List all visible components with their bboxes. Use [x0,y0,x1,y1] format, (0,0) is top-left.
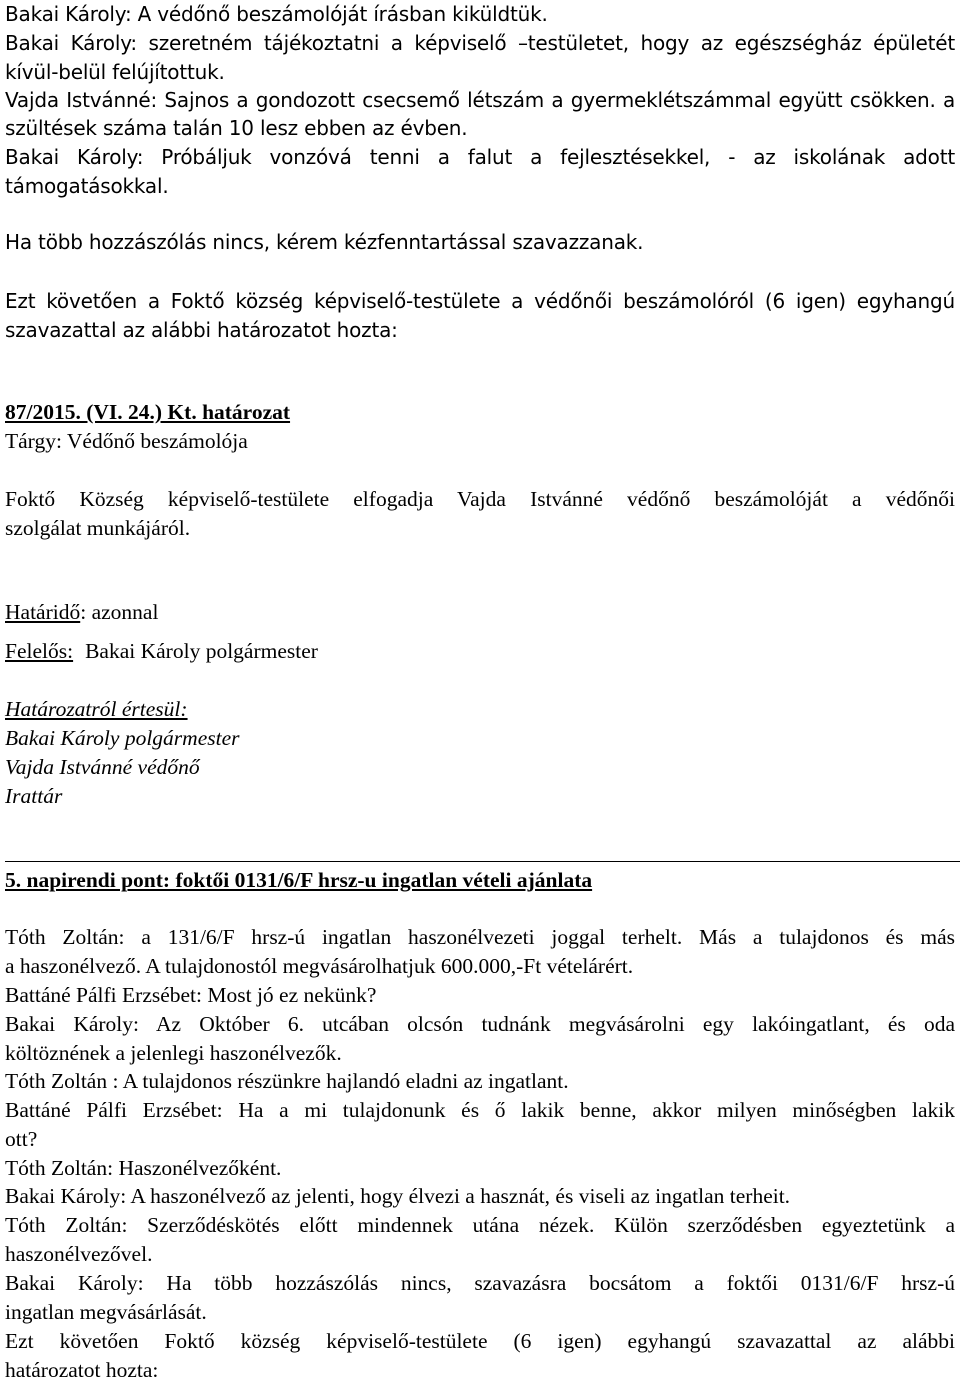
agenda-line: Bakai Károly: A haszonélvező az jelenti, hogy élvezi a hasznát, és viseli az ingatlan terheit. [5,1184,791,1208]
agenda-line: Bakai Károly: Ha több hozzászólás nincs, szavazásra bocsátom a foktői 0131/6/F hrsz-ú [5,1271,955,1295]
agenda-line: Bakai Károly: Az Október 6. utcában olcsón tudnánk megvásárolni egy lakóingatlant, és oda [5,1012,955,1036]
agenda-line: költöznének a jelenlegi haszonélvezők. [5,1041,342,1065]
agenda-line: Battáné Pálfi Erzsébet: Ha a mi tulajdonunk és ő lakik benne, akkor milyen minőségben lakik [5,1098,955,1122]
agenda-line: ingatlan megvásárlását. [5,1300,207,1324]
agenda-line: Battáné Pálfi Erzsébet: Most jó ez nekünk? [5,983,377,1007]
section-divider [5,861,960,862]
discussion-line: Bakai Károly: Próbáljuk vonzóvá tenni a falut a fejlesztésekkel, - az iskolának adott [5,145,955,169]
discussion-line: Vajda Istvánné: Sajnos a gondozott csecsemő létszám a gyermeklétszámmal együtt csökken. a [5,88,955,112]
vote-result-line: szavazattal az alábbi határozatot hozta: [5,318,398,342]
responsible-row [5,637,955,666]
notified-label-row [5,695,955,724]
resolution-subject: Tárgy: Védőnő beszámolója [5,429,248,453]
resolution-body-line: Foktő Község képviselő-testülete elfogadja Vajda Istvánné védőnő beszámolóját a védőnői [5,487,955,511]
vote-request: Ha több hozzászólás nincs, kérem kézfenntartással szavazzanak. [5,230,644,254]
notified-item: Bakai Károly polgármester [5,726,240,750]
agenda-line: Tóth Zoltán: Haszonélvezőként. [5,1156,282,1180]
discussion-line: támogatásokkal. [5,174,169,198]
agenda-line: Tóth Zoltán: Szerződéskötés előtt mindennek utána nézek. Külön szerződésben egyeztetünk a [5,1213,955,1237]
notified-item: Vajda Istvánné védőnő [5,755,200,779]
agenda-line: Ezt követően Foktő község képviselő-testülete (6 igen) egyhangú szavazattal az alábbi [5,1329,955,1353]
agenda-heading [5,866,955,895]
resolution-number [5,398,955,427]
discussion-line: szültések száma talán 10 lesz ebben az évben. [5,116,468,140]
agenda-line: határozatot hozta: [5,1358,159,1382]
discussion-line: Bakai Károly: szeretném tájékoztatni a képviselő –testületet, hogy az egészségház épületét [5,31,955,55]
resolution-number-text: 87/2015. (VI. 24.) Kt. határozat [5,400,291,424]
agenda-line: ott? [5,1127,38,1151]
discussion-line: Bakai Károly: A védőnő beszámolóját írásban kiküldtük. [5,2,548,26]
responsible-label: Felelős: [5,639,74,663]
agenda-line: Tóth Zoltán: a 131/6/F hrsz-ú ingatlan haszonélvezeti joggal terhelt. Más a tulajdonos és más [5,925,955,949]
agenda-line: a haszonélvező. A tulajdonostól megvásárolhatjuk 600.000,-Ft vételárért. [5,954,634,978]
responsible-value: Bakai Károly polgármester [85,639,318,663]
deadline-row [5,598,955,627]
vote-result-line: Ezt követően a Foktő község képviselő-testülete a védőnői beszámolóról (6 igen) egyhangú [5,289,955,313]
notified-item: Irattár [5,784,63,808]
discussion-line: kívül-belül felújítottuk. [5,60,225,84]
resolution-body-line: szolgálat munkájáról. [5,516,191,540]
agenda-heading-text: 5. napirendi pont: foktői 0131/6/F hrsz-u ingatlan vételi ajánlata [5,868,593,892]
notified-label: Határozatról értesül: [5,697,188,721]
agenda-line: haszonélvezővel. [5,1242,153,1266]
agenda-line: Tóth Zoltán : A tulajdonos részünkre hajlandó eladni az ingatlant. [5,1069,569,1093]
deadline-label: Határidő [5,600,81,624]
deadline-value: : azonnal [80,600,159,624]
